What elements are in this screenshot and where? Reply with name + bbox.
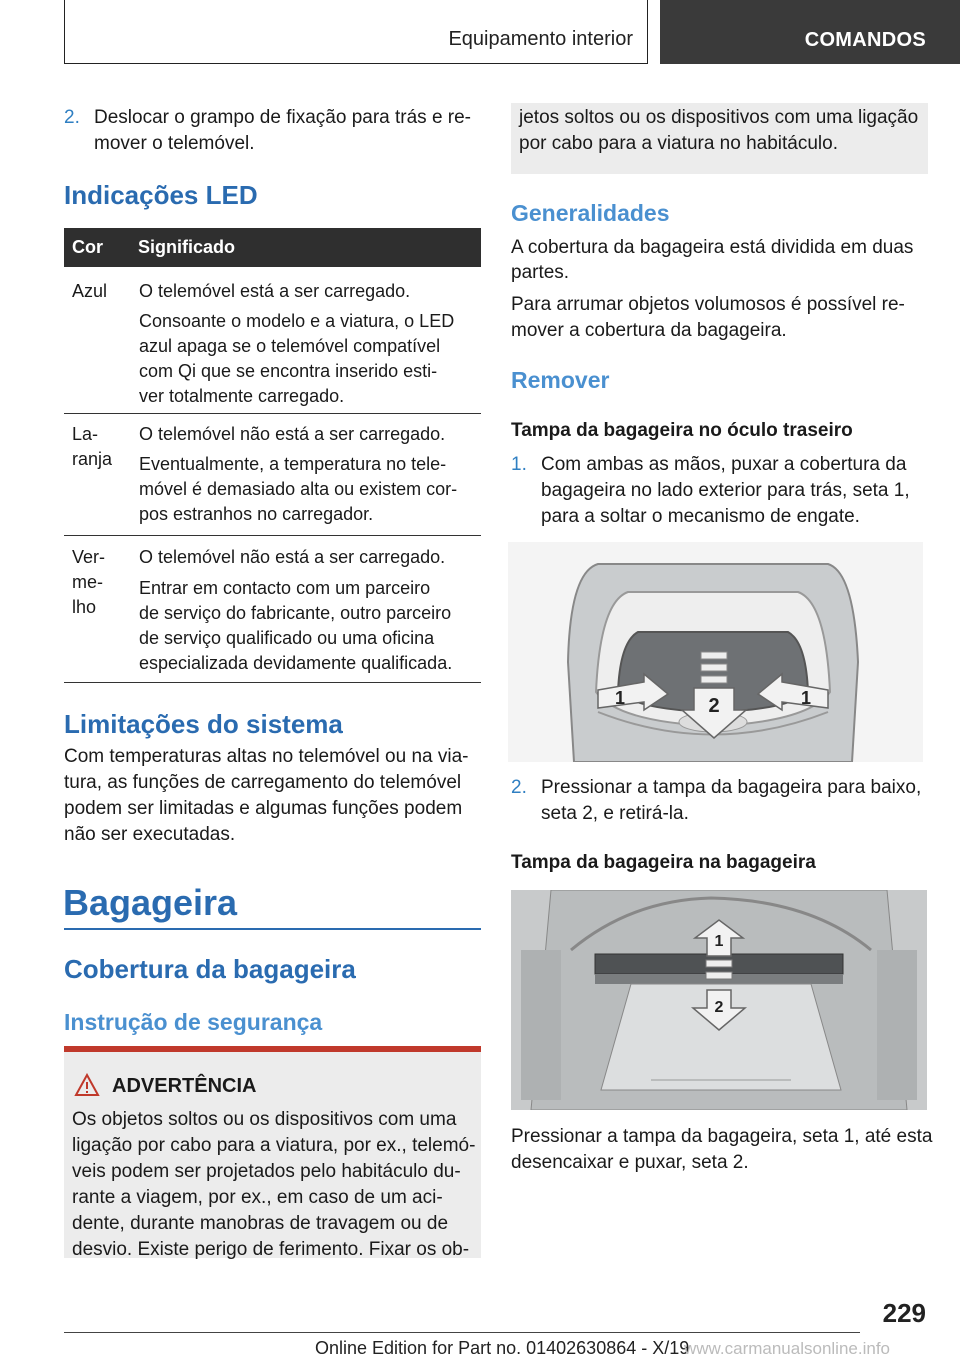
final-text: desencaixar e puxar, seta 2. [511, 1152, 749, 1173]
step-text: Deslocar o grampo de fixação para trás e re- [94, 107, 472, 128]
table-cell-text: Eventualmente, a temperatura no tele- [139, 454, 447, 474]
warning-text: rante a viagem, por ex., em caso de um aci- [72, 1187, 443, 1208]
footer-edition: Online Edition for Part no. 01402630864 - X/19 [315, 1338, 690, 1358]
table-row-divider [64, 413, 481, 414]
bagageira-heading: Bagageira [63, 882, 238, 923]
step-number: 2. [64, 107, 80, 128]
subheading-rear-window: Tampa da bagageira no óculo traseiro [511, 420, 853, 441]
table-row-divider [64, 535, 481, 536]
subheading-in-trunk: Tampa da bagageira na bagageira [511, 852, 816, 873]
general-heading: Generalidades [511, 200, 670, 226]
table-cell-color: Ver- [72, 547, 106, 567]
step-text: mover o telemóvel. [94, 133, 255, 154]
warning-title: ADVERTÊNCIA [112, 1075, 257, 1097]
table-cell-text: de serviço do fabricante, outro parceiro [139, 603, 452, 623]
limits-text: Com temperaturas altas no telemóvel ou na via- [64, 746, 469, 767]
step-text: Com ambas as mãos, puxar a cobertura da [541, 454, 907, 475]
warning-text: ligação por cabo para a viatura, por ex., telemó- [72, 1135, 476, 1156]
warning-continuation-text: jetos soltos ou os dispositivos com uma ligação [519, 107, 919, 128]
table-cell-text: O telemóvel está a ser carregado. [139, 281, 411, 301]
general-text: Para arrumar objetos volumosos é possível re- [511, 294, 905, 315]
table-header-meaning: Significado [138, 237, 236, 257]
trunk-interior-illustration [511, 890, 927, 1110]
arrow-label-up: 1 [714, 933, 724, 950]
header-chapter-tab[interactable] [660, 0, 960, 64]
table-cell-text: móvel é demasiado alta ou existem cor- [139, 479, 458, 499]
page-number: 229 [882, 1298, 926, 1328]
step-text: bagageira no lado exterior para trás, seta 1, [541, 480, 910, 501]
table-cell-text: Entrar em contacto com um parceiro [139, 578, 431, 598]
final-text: Pressionar a tampa da bagageira, seta 1, até esta [511, 1126, 933, 1147]
table-cell-text: especializada devidamente qualificada. [139, 653, 453, 673]
table-cell-text: com Qi que se encontra inserido esti- [139, 361, 438, 381]
step-text: seta 2, e retirá-la. [541, 803, 689, 824]
arrow-label-right: 1 [800, 688, 812, 708]
general-text: mover a cobertura da bagageira. [511, 320, 787, 341]
table-cell-text: O telemóvel não está a ser carregado. [139, 424, 446, 444]
footer-watermark: www.carmanualsonline.info [684, 1339, 890, 1358]
limits-text: tura, as funções de carregamento do telemóvel [64, 772, 462, 793]
header-section-title: Equipamento interior [448, 28, 633, 50]
header-chapter-label: COMANDOS [804, 29, 926, 51]
header-section-box [64, 0, 648, 64]
table-cell-text: de serviço qualificado ou uma oficina [139, 628, 435, 648]
warning-triangle-icon [74, 1073, 100, 1097]
step-text: Pressionar a tampa da bagageira para baixo, [541, 777, 922, 798]
table-cell-text: pos estranhos no carregador. [139, 504, 374, 524]
arrow-label-left: 1 [614, 688, 626, 708]
table-cell-color: lho [72, 597, 97, 617]
warning-text: veis podem ser projetados pelo habitáculo du- [72, 1161, 461, 1182]
cover-heading: Cobertura da bagageira [64, 954, 356, 984]
table-cell-text: ver totalmente carregado. [139, 386, 345, 406]
bagageira-rule [64, 928, 481, 930]
warning-text: dente, durante manobras de travagem ou de [72, 1213, 449, 1234]
general-text: partes. [511, 262, 570, 283]
step-number: 1. [511, 454, 527, 475]
table-cell-color: La- [72, 424, 99, 444]
warning-continuation-text: por cabo para a viatura no habitáculo. [519, 133, 838, 154]
arrow-label-down: 2 [714, 999, 724, 1016]
general-text: A cobertura da bagageira está dividida em duas [511, 237, 914, 258]
table-cell-color: me- [72, 572, 103, 592]
step-text: para a soltar o mecanismo de engate. [541, 506, 860, 527]
warning-text: desvio. Existe perigo de ferimento. Fixar os ob- [72, 1239, 470, 1260]
table-cell-text: Consoante o modelo e a viatura, o LED [139, 311, 455, 331]
warning-text: Os objetos soltos ou os dispositivos com uma [72, 1109, 457, 1130]
table-bottom-rule [64, 682, 481, 683]
trunk-lid-illustration [508, 542, 923, 762]
table-cell-text: O telemóvel não está a ser carregado. [139, 547, 446, 567]
arrow-label-center: 2 [708, 695, 720, 717]
limits-heading: Limitações do sistema [64, 709, 343, 739]
step-number: 2. [511, 777, 527, 798]
remove-heading: Remover [511, 367, 610, 393]
led-table-header [64, 228, 481, 267]
table-cell-text: azul apaga se o telemóvel compatível [139, 336, 441, 356]
table-cell-color: Azul [72, 281, 108, 301]
led-heading: Indicações LED [64, 180, 258, 210]
footer-rule [64, 1332, 860, 1333]
table-header-color: Cor [72, 237, 103, 257]
limits-text: não ser executadas. [64, 824, 236, 845]
limits-text: podem ser limitadas e algumas funções podem [64, 798, 463, 819]
table-cell-color: ranja [72, 449, 113, 469]
safety-heading: Instrução de segurança [64, 1009, 323, 1035]
